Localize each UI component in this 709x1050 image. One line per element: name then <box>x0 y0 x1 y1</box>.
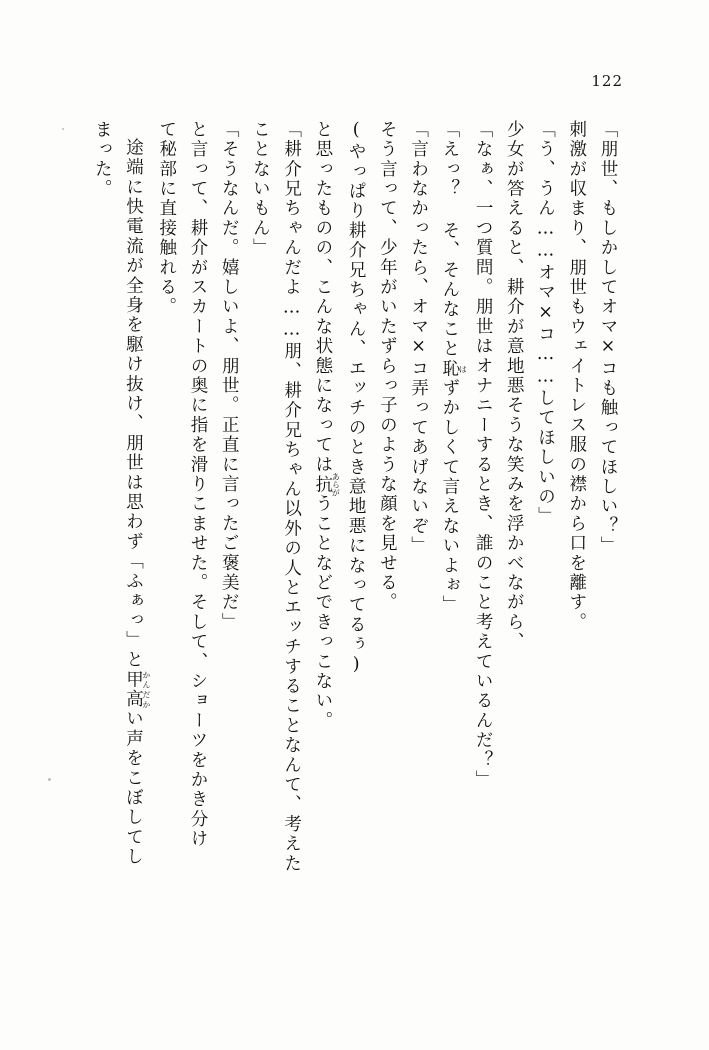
text-line: 途端に快電流が全身を駆け抜け、朋世は思わず「ふぁっ」と甲高かんだかい声をこぼしてし <box>123 138 151 867</box>
ruby-annotation: 抗あらが <box>312 472 341 497</box>
text-line: 少女が答えると、耕介が意地悪そうな笑みを浮かべながら、 <box>504 120 525 652</box>
page-speck <box>48 778 51 781</box>
text-line: ことないもん」 <box>250 120 271 258</box>
body-text-block <box>86 120 623 980</box>
ruby-annotation: 甲高かんだか <box>123 669 151 710</box>
text-line: と言って、耕介がスカートの奥に指を滑りこませた。そして、ショーツをかき分け <box>187 120 208 849</box>
text-line: (やっぱり耕介兄ちゃん、エッチのとき意地悪になってるぅ) <box>346 120 367 677</box>
text-line: 「なぁ、一つ質問。朋世はオナニーするとき、誰のこと考えているんだ？」 <box>473 120 494 790</box>
page-number: 122 <box>591 72 623 90</box>
text-line: 「耕介兄ちゃんだよ……朋、耕介兄ちゃん以外の人とエッチすることなんて、考えた <box>281 120 302 874</box>
text-line: 「えっ？ そ、そんなこと恥はずかしくて言えないよぉ」 <box>439 120 468 616</box>
text-line: 「朋世、もしかしてオマ×コも触ってほしい？」 <box>598 120 618 556</box>
text-line: て秘部に直接触れる。 <box>156 120 177 317</box>
text-line: 「う、うん……オマ×コ……してほしいの」 <box>535 120 556 527</box>
page-speck <box>62 128 64 130</box>
text-line: と思ったものの、こんな状態になっては抗あらがうことなどできっこない。 <box>312 120 341 731</box>
text-line: 「言わなかったら、オマ×コ弄ってあげないぞ」 <box>408 120 429 556</box>
text-line: 刺激が収まり、朋世もウェイトレス服の襟から口を離す。 <box>566 120 587 633</box>
text-line: そう言って、少年がいたずらっ子のような顔を見せる。 <box>377 120 398 613</box>
text-line: 「そうなんだ。嬉しいよ、朋世。正直に言ったご褒美だ」 <box>219 120 240 633</box>
text-line: まった。 <box>92 120 113 199</box>
ruby-annotation: 恥は <box>439 358 468 379</box>
